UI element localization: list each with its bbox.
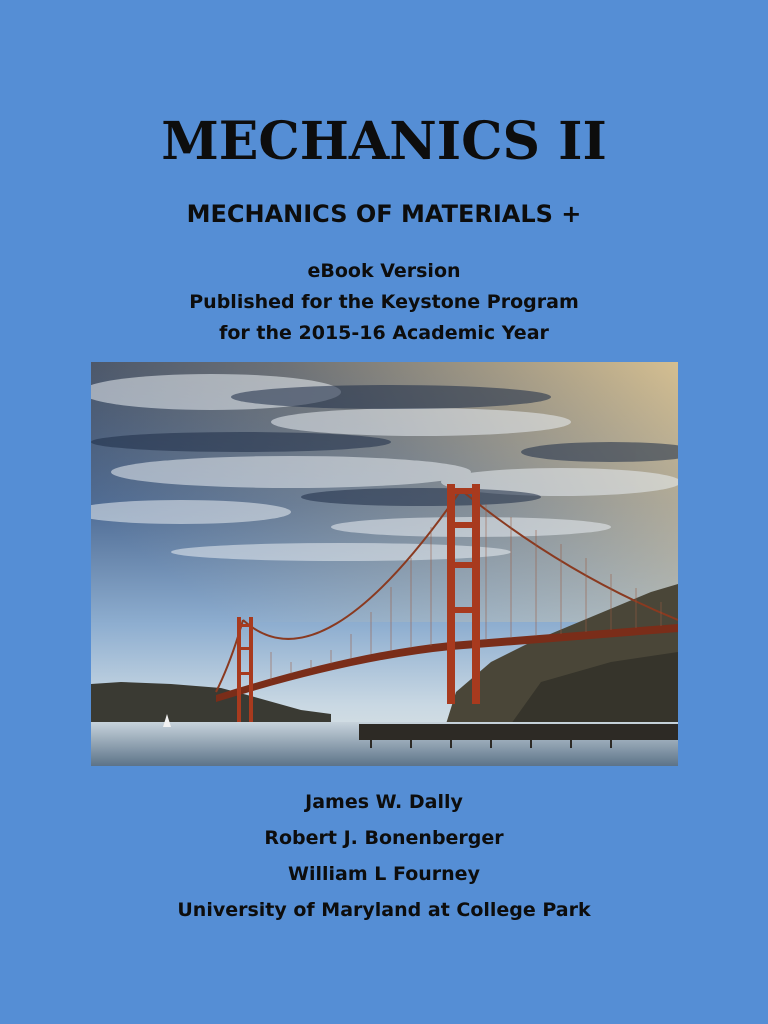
book-subtitle: MECHANICS OF MATERIALS + [186, 200, 582, 228]
edition-line: Published for the Keystone Program [189, 291, 579, 313]
book-title: MECHANICS II [161, 111, 607, 172]
pier [359, 724, 678, 740]
edition-line: for the 2015-16 Academic Year [219, 322, 549, 344]
author-name: James W. Dally [305, 791, 463, 813]
cover-photo-golden-gate-bridge [91, 362, 678, 766]
author-name: William L Fourney [288, 863, 480, 885]
authors-block [0, 784, 768, 928]
edition-info [0, 256, 768, 349]
author-name: Robert J. Bonenberger [264, 827, 504, 849]
institution: University of Maryland at College Park [177, 899, 591, 921]
edition-line: eBook Version [307, 260, 461, 282]
bridge-illustration [91, 362, 678, 766]
